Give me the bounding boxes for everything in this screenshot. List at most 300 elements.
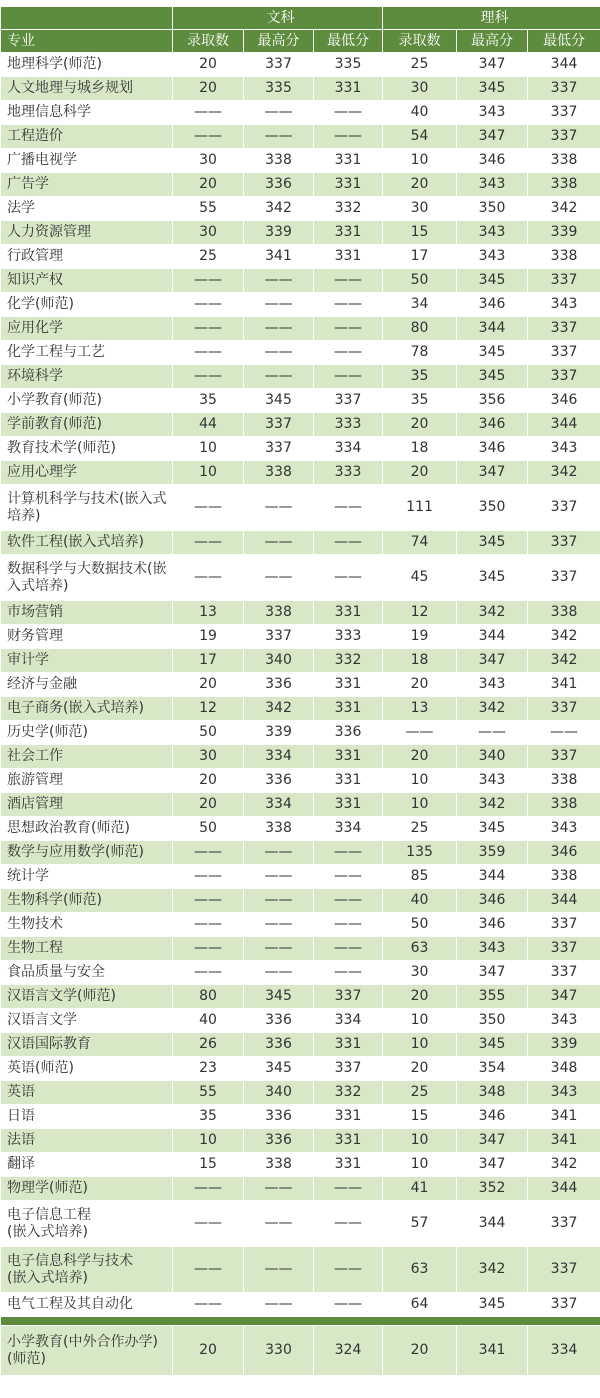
table-row [1,793,600,817]
like-min-score: 337 [528,317,600,341]
like-min-score: 337 [528,1293,600,1317]
wenke-min-score: 331 [314,245,383,269]
wenke-min-score: 332 [314,1081,383,1105]
wenke-admitted: 30 [173,221,244,245]
wenke-max-score: —— [244,913,314,937]
like-max-score: 346 [457,413,528,437]
wenke-min-score: —— [314,555,383,601]
header-wenke-min: 最低分 [314,30,383,53]
like-admitted: 20 [383,673,457,697]
like-max-score: 340 [457,745,528,769]
like-max-score: —— [457,721,528,745]
wenke-max-score: 338 [244,1153,314,1177]
like-max-score: 345 [457,341,528,365]
like-admitted: 20 [383,1057,457,1081]
like-max-score: 345 [457,555,528,601]
header-blank-cell [1,7,173,30]
table-row [1,889,600,913]
like-max-score: 344 [457,1201,528,1247]
admission-score-table [0,6,600,1376]
like-max-score: 347 [457,961,528,985]
wenke-min-score: —— [314,1201,383,1247]
table-row [1,53,600,77]
wenke-admitted: 20 [173,173,244,197]
like-max-score: 344 [457,625,528,649]
major-name: 学前教育(师范) [1,413,173,437]
table-row [1,1105,600,1129]
wenke-admitted: 20 [173,1326,244,1376]
table-row [1,841,600,865]
like-admitted: 25 [383,53,457,77]
major-name: 化学工程与工艺 [1,341,173,365]
like-min-score: 337 [528,1201,600,1247]
wenke-max-score: —— [244,317,314,341]
like-min-score: 337 [528,961,600,985]
like-admitted: 20 [383,985,457,1009]
like-admitted: 111 [383,485,457,531]
table-row [1,961,600,985]
wenke-admitted: 30 [173,745,244,769]
wenke-max-score: 342 [244,697,314,721]
wenke-max-score: 336 [244,769,314,793]
major-name: 地理科学(师范) [1,53,173,77]
header-group-wenke: 文科 [173,7,383,30]
wenke-max-score: 338 [244,149,314,173]
major-name: 食品质量与安全 [1,961,173,985]
major-name: 电子信息科学与技术 (嵌入式培养) [1,1247,173,1293]
wenke-admitted: 26 [173,1033,244,1057]
wenke-admitted: 20 [173,53,244,77]
wenke-min-score: —— [314,485,383,531]
major-name: 计算机科学与技术(嵌入式培养) [1,485,173,531]
major-name: 人力资源管理 [1,221,173,245]
table-row [1,555,600,601]
wenke-max-score: 336 [244,1009,314,1033]
wenke-max-score: —— [244,889,314,913]
table-row [1,149,600,173]
major-name: 财务管理 [1,625,173,649]
wenke-max-score: 336 [244,1129,314,1153]
like-min-score: 337 [528,77,600,101]
like-max-score: 343 [457,937,528,961]
like-max-score: 343 [457,173,528,197]
like-min-score: 348 [528,1057,600,1081]
table-row [1,1247,600,1293]
wenke-admitted: —— [173,865,244,889]
major-name: 数学与应用数学(师范) [1,841,173,865]
table-row [1,461,600,485]
like-admitted: 12 [383,601,457,625]
like-min-score: —— [528,721,600,745]
like-max-score: 346 [457,913,528,937]
like-min-score: 344 [528,413,600,437]
wenke-max-score: —— [244,485,314,531]
table-row [1,937,600,961]
wenke-admitted: —— [173,101,244,125]
like-admitted: 15 [383,1105,457,1129]
like-admitted: 35 [383,389,457,413]
wenke-admitted: 20 [173,77,244,101]
major-name: 酒店管理 [1,793,173,817]
major-name: 经济与金融 [1,673,173,697]
like-admitted: 18 [383,649,457,673]
major-name: 数据科学与大数据技术(嵌入式培养) [1,555,173,601]
like-min-score: 343 [528,817,600,841]
like-admitted: 135 [383,841,457,865]
wenke-min-score: 331 [314,793,383,817]
like-admitted: 63 [383,1247,457,1293]
table-row [1,221,600,245]
wenke-admitted: —— [173,1247,244,1293]
wenke-admitted: 10 [173,1129,244,1153]
wenke-min-score: 334 [314,1009,383,1033]
like-min-score: 339 [528,221,600,245]
table-row [1,817,600,841]
major-name: 应用心理学 [1,461,173,485]
wenke-min-score: 331 [314,1033,383,1057]
wenke-max-score: 338 [244,461,314,485]
wenke-max-score: 334 [244,745,314,769]
separator-bar [1,1317,600,1326]
wenke-min-score: 331 [314,673,383,697]
like-min-score: 341 [528,673,600,697]
major-name: 思想政治教育(师范) [1,817,173,841]
like-min-score: 342 [528,649,600,673]
wenke-min-score: 331 [314,77,383,101]
like-min-score: 342 [528,461,600,485]
like-min-score: 346 [528,841,600,865]
like-min-score: 343 [528,437,600,461]
like-admitted: 30 [383,961,457,985]
like-admitted: 50 [383,269,457,293]
wenke-admitted: 15 [173,1153,244,1177]
like-admitted: —— [383,721,457,745]
wenke-min-score: 331 [314,173,383,197]
table-row [1,317,600,341]
like-min-score: 342 [528,1153,600,1177]
wenke-max-score: —— [244,293,314,317]
wenke-admitted: 35 [173,1105,244,1129]
header-like-max: 最高分 [457,30,528,53]
wenke-max-score: —— [244,365,314,389]
table-row [1,769,600,793]
wenke-max-score: 337 [244,53,314,77]
wenke-min-score: 331 [314,221,383,245]
major-name: 人文地理与城乡规划 [1,77,173,101]
like-admitted: 10 [383,769,457,793]
major-name: 小学教育(师范) [1,389,173,413]
like-max-score: 342 [457,1247,528,1293]
wenke-admitted: 13 [173,601,244,625]
table-row [1,1081,600,1105]
wenke-admitted: —— [173,913,244,937]
like-min-score: 337 [528,937,600,961]
wenke-admitted: —— [173,269,244,293]
table-row [1,341,600,365]
like-admitted: 25 [383,1081,457,1105]
like-admitted: 20 [383,413,457,437]
table-row [1,269,600,293]
like-admitted: 20 [383,461,457,485]
wenke-admitted: 35 [173,389,244,413]
major-name: 日语 [1,1105,173,1129]
wenke-admitted: —— [173,841,244,865]
wenke-admitted: —— [173,293,244,317]
like-max-score: 342 [457,697,528,721]
like-admitted: 10 [383,1009,457,1033]
wenke-min-score: 337 [314,985,383,1009]
wenke-max-score: 336 [244,673,314,697]
like-admitted: 13 [383,697,457,721]
major-name: 小学教育(中外合作办学)(师范) [1,1326,173,1376]
like-min-score: 343 [528,293,600,317]
wenke-max-score: 336 [244,1033,314,1057]
like-max-score: 347 [457,1129,528,1153]
major-name: 生物科学(师范) [1,889,173,913]
wenke-max-score: —— [244,1177,314,1201]
like-min-score: 342 [528,625,600,649]
like-admitted: 18 [383,437,457,461]
like-min-score: 338 [528,149,600,173]
wenke-max-score: 330 [244,1326,314,1376]
wenke-admitted: 12 [173,697,244,721]
table-row [1,173,600,197]
like-min-score: 342 [528,197,600,221]
like-max-score: 346 [457,149,528,173]
wenke-admitted: 50 [173,817,244,841]
like-max-score: 347 [457,53,528,77]
like-max-score: 345 [457,365,528,389]
wenke-max-score: 345 [244,985,314,1009]
table-row [1,913,600,937]
header-major: 专业 [1,30,173,53]
wenke-max-score: 336 [244,173,314,197]
wenke-admitted: —— [173,531,244,555]
wenke-min-score: —— [314,365,383,389]
wenke-min-score: 331 [314,745,383,769]
major-name: 教育技术学(师范) [1,437,173,461]
table-row [1,1201,600,1247]
like-admitted: 74 [383,531,457,555]
wenke-min-score: —— [314,341,383,365]
table-row [1,745,600,769]
table-row [1,1033,600,1057]
wenke-admitted: —— [173,937,244,961]
header-column-row [1,30,600,53]
wenke-min-score: 334 [314,437,383,461]
like-max-score: 347 [457,461,528,485]
wenke-min-score: —— [314,101,383,125]
wenke-min-score: 331 [314,1153,383,1177]
wenke-min-score: —— [314,841,383,865]
major-name: 汉语言文学 [1,1009,173,1033]
like-max-score: 345 [457,817,528,841]
header-group-row [1,7,600,30]
major-name: 市场营销 [1,601,173,625]
like-max-score: 345 [457,77,528,101]
major-name: 法语 [1,1129,173,1153]
major-name: 法学 [1,197,173,221]
table-row [1,601,600,625]
like-max-score: 343 [457,769,528,793]
like-admitted: 40 [383,889,457,913]
major-name: 知识产权 [1,269,173,293]
like-admitted: 57 [383,1201,457,1247]
like-max-score: 343 [457,101,528,125]
major-name: 化学(师范) [1,293,173,317]
major-name: 广播电视学 [1,149,173,173]
like-min-score: 344 [528,53,600,77]
table-row [1,721,600,745]
header-group-like: 理科 [383,7,600,30]
wenke-min-score: 334 [314,817,383,841]
like-min-score: 339 [528,1033,600,1057]
major-name: 电子商务(嵌入式培养) [1,697,173,721]
major-name: 工程造价 [1,125,173,149]
wenke-min-score: 331 [314,769,383,793]
table-row [1,125,600,149]
like-max-score: 355 [457,985,528,1009]
wenke-min-score: —— [314,889,383,913]
like-admitted: 20 [383,745,457,769]
like-max-score: 359 [457,841,528,865]
like-admitted: 30 [383,197,457,221]
like-min-score: 343 [528,1009,600,1033]
major-name: 物理学(师范) [1,1177,173,1201]
major-name: 审计学 [1,649,173,673]
separator-row [1,1317,600,1326]
wenke-max-score: 339 [244,221,314,245]
wenke-min-score: 331 [314,601,383,625]
like-admitted: 15 [383,221,457,245]
wenke-admitted: 17 [173,649,244,673]
major-name: 英语 [1,1081,173,1105]
major-name: 旅游管理 [1,769,173,793]
like-max-score: 350 [457,197,528,221]
wenke-min-score: 324 [314,1326,383,1376]
major-name: 英语(师范) [1,1057,173,1081]
major-name: 历史学(师范) [1,721,173,745]
wenke-admitted: 10 [173,461,244,485]
like-max-score: 350 [457,1009,528,1033]
wenke-min-score: 337 [314,1057,383,1081]
like-admitted: 20 [383,1326,457,1376]
table-row [1,865,600,889]
header-wenke-max: 最高分 [244,30,314,53]
like-max-score: 345 [457,269,528,293]
wenke-admitted: 55 [173,1081,244,1105]
wenke-min-score: —— [314,865,383,889]
table-row [1,985,600,1009]
like-min-score: 338 [528,601,600,625]
like-admitted: 35 [383,365,457,389]
table-row [1,197,600,221]
wenke-max-score: 337 [244,437,314,461]
like-admitted: 19 [383,625,457,649]
like-max-score: 342 [457,793,528,817]
like-min-score: 337 [528,125,600,149]
table-row [1,437,600,461]
like-admitted: 10 [383,1129,457,1153]
like-max-score: 343 [457,221,528,245]
major-name: 应用化学 [1,317,173,341]
like-admitted: 40 [383,101,457,125]
like-min-score: 337 [528,697,600,721]
like-min-score: 337 [528,531,600,555]
wenke-max-score: 338 [244,817,314,841]
wenke-min-score: —— [314,269,383,293]
major-name: 行政管理 [1,245,173,269]
table-row [1,413,600,437]
table-row [1,673,600,697]
major-name: 环境科学 [1,365,173,389]
wenke-min-score: 332 [314,197,383,221]
table-body [1,53,600,1317]
wenke-max-score: 341 [244,245,314,269]
like-admitted: 10 [383,1033,457,1057]
wenke-min-score: 331 [314,1129,383,1153]
wenke-admitted: 44 [173,413,244,437]
wenke-min-score: 331 [314,697,383,721]
like-min-score: 347 [528,985,600,1009]
wenke-min-score: 332 [314,649,383,673]
wenke-max-score: —— [244,269,314,293]
like-max-score: 346 [457,1105,528,1129]
table-row [1,697,600,721]
wenke-max-score: —— [244,1247,314,1293]
like-min-score: 337 [528,365,600,389]
wenke-admitted: —— [173,1201,244,1247]
wenke-min-score: —— [314,937,383,961]
wenke-max-score: —— [244,555,314,601]
wenke-max-score: 339 [244,721,314,745]
major-name: 电子信息工程 (嵌入式培养) [1,1201,173,1247]
wenke-admitted: —— [173,961,244,985]
table-row [1,293,600,317]
like-max-score: 345 [457,1293,528,1317]
wenke-admitted: 40 [173,1009,244,1033]
wenke-max-score: —— [244,1201,314,1247]
like-min-score: 338 [528,793,600,817]
table-row [1,625,600,649]
table-row [1,77,600,101]
major-name: 汉语言文学(师范) [1,985,173,1009]
like-min-score: 334 [528,1326,600,1376]
wenke-min-score: —— [314,1293,383,1317]
wenke-min-score: —— [314,961,383,985]
wenke-max-score: 340 [244,649,314,673]
like-min-score: 341 [528,1129,600,1153]
like-admitted: 20 [383,173,457,197]
major-name: 软件工程(嵌入式培养) [1,531,173,555]
wenke-max-score: —— [244,841,314,865]
like-admitted: 41 [383,1177,457,1201]
like-min-score: 344 [528,1177,600,1201]
like-max-score: 346 [457,437,528,461]
like-admitted: 30 [383,77,457,101]
like-admitted: 85 [383,865,457,889]
like-max-score: 356 [457,389,528,413]
like-min-score: 346 [528,389,600,413]
major-name: 地理信息科学 [1,101,173,125]
like-max-score: 348 [457,1081,528,1105]
table-row [1,531,600,555]
wenke-max-score: 345 [244,1057,314,1081]
like-min-score: 344 [528,889,600,913]
like-admitted: 17 [383,245,457,269]
like-admitted: 34 [383,293,457,317]
like-max-score: 347 [457,649,528,673]
